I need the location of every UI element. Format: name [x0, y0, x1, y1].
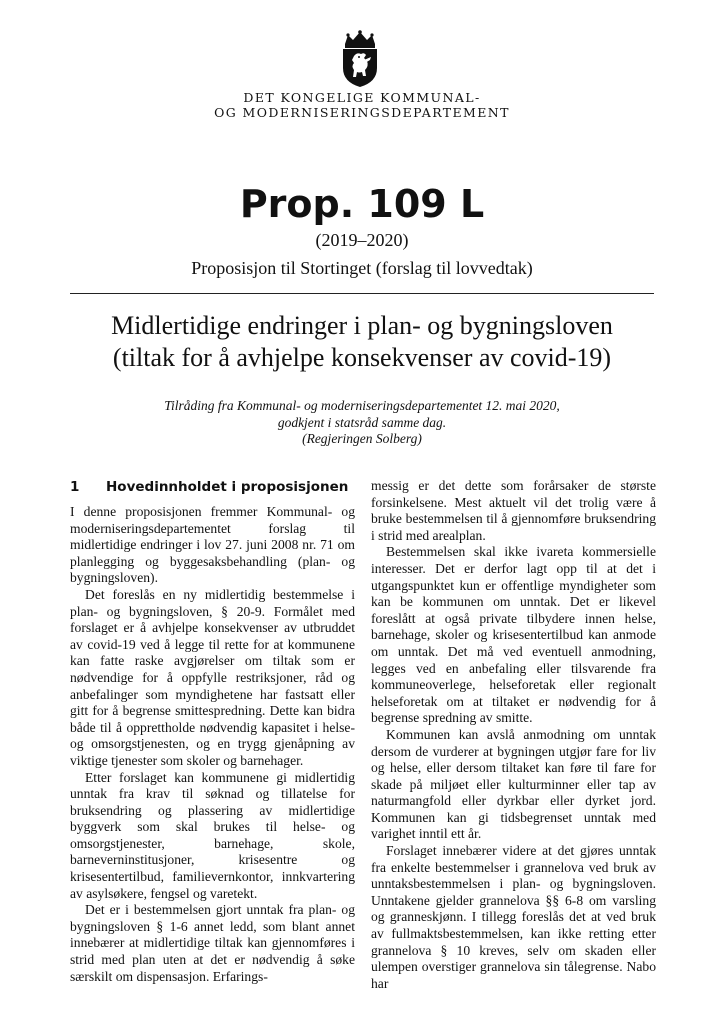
- paragraph: Det foreslås en ny midlertidig bestemmelse i plan- og bygningsloven, § 20-9. Formålet med forslaget er å avhjelpe konsekvenser av utbruddet av covid-19 ved å legge til rette for at kommunene kan fatte raske avgjørelser om tiltak som er nødvendige for å oppfylle restriksjoner, råd og anbefalinger som myndighetene har fastsatt eller gitt for å begrense smittespredning. Dette kan bidra både til å opprettholde nødvendig kapasitet i helse- og omsorgstjenesten, og en trygg gjenåpning av viktige tjenester som skoler og barnehager.: [70, 586, 355, 768]
- paragraph: Forslaget innebærer videre at det gjøres unntak fra enkelte bestemmelser i grannelova ved bruk av unntaksbestemmelsen i plan- og bygningsloven. Unntakene gjelder grannelova §§ 6-8 om varsling og granneskjønn. I tillegg foreslås det at ved bruk av fullmaktsbestemmelsen, kan ikke retting etter grannelova § 10 kreves, selv om skaden eller ulempen overstiger grannelova sin tålegrense. Nabo har: [371, 843, 656, 991]
- approval-line-2: godkjent i statsråd samme dag.: [277, 414, 447, 430]
- department-name-line-2: OG MODERNISERINGSDEPARTEMENT: [214, 105, 510, 120]
- horizontal-divider: [70, 293, 654, 294]
- document-title-line-2: (tiltak for å avhjelpe konsekvenser av covid-19): [112, 343, 612, 372]
- approval-line-1: Tilråding fra Kommunal- og moderniseringsdepartementet 12. mai 2020,: [164, 398, 560, 413]
- paragraph: Kommunen kan avslå anmodning om unntak dersom de vurderer at bygningen utgjør fare for liv og helse, eller dersom tiltaket kan føre til fare for skade på miljøet eller kulturminner eller tap av naturmangfold eller dyrkbar eller dyrket jord. Kommunen kan gi tidsbegrenset unntak med varighet inntil ett år.: [371, 726, 656, 842]
- section-number: 1: [70, 479, 80, 495]
- section-heading: [70, 478, 355, 496]
- department-name-line-1: DET KONGELIGE KOMMUNAL-: [243, 90, 481, 105]
- session-years: (2019–2020): [315, 230, 409, 250]
- coat-of-arms-logo: [335, 30, 385, 88]
- lion-crest-icon: [335, 30, 385, 88]
- paragraph: Etter forslaget kan kommunene gi midlertidig unntak fra krav til søknad og tillatelse for bruksendring og plassering av midlertidige byggverk som skal brukes til helse- og omsorgstjenester, barnehage, skole, barneverninstitusjoner, krisesentre og krisesentertilbud, familievernkontor, innkvartering av asylsøkere, fengsel og varetekt.: [70, 769, 355, 901]
- paragraph: I denne proposisjonen fremmer Kommunal- og moderniseringsdepartementet forslag til midlertidige endringer i lov 27. juni 2008 nr. 71 om planlegging og byggesaksbehandling (plan- og bygningsloven).: [70, 504, 355, 586]
- right-column: [371, 478, 656, 992]
- proposition-number: Prop. 109 L: [239, 182, 485, 226]
- left-column: [70, 478, 355, 985]
- document-title: [0, 310, 724, 374]
- approval-statement: [0, 398, 724, 448]
- approval-line-3: (Regjeringen Solberg): [302, 431, 422, 446]
- proposition-type: Proposisjon til Stortinget (forslag til lovvedtak): [191, 258, 533, 278]
- paragraph: Det er i bestemmelsen gjort unntak fra plan- og bygningsloven § 1-6 annet ledd, som blant annet innebærer at midlertidige tiltak kan gjennomføres i strid med plan uten at det er nødvendig å søke særskilt om dispensasjon. Erfarings-: [70, 902, 355, 984]
- paragraph: messig er det dette som forårsaker de største forsinkelsene. Mest aktuelt vil det trolig være å bruke bestemmelsen til å gjennomføre bruksendring i strid med arealplan.: [371, 478, 656, 543]
- section-title: Hovedinnholdet i proposisjonen: [106, 479, 349, 495]
- document-title-line-1: Midlertidige endringer i plan- og bygningsloven: [111, 311, 613, 340]
- paragraph: Bestemmelsen skal ikke ivareta kommersielle interesser. Det er derfor lagt opp til at det i utgangspunktet kun er offentlige myndigheter som kan be kommunen om unntak. Det er likevel foreslått at også private tilbydere innen helse, barnehage, skoler og krisesentertilbud kan anmode om unntak. Det må ved eventuell anmodning, legges ved en anbefaling eller tilsvarende fra kommuneoverlege, helseforetak eller regionalt helseforetak om at tiltaket er nødvendig for å begrense spredning av smitte.: [371, 544, 656, 726]
